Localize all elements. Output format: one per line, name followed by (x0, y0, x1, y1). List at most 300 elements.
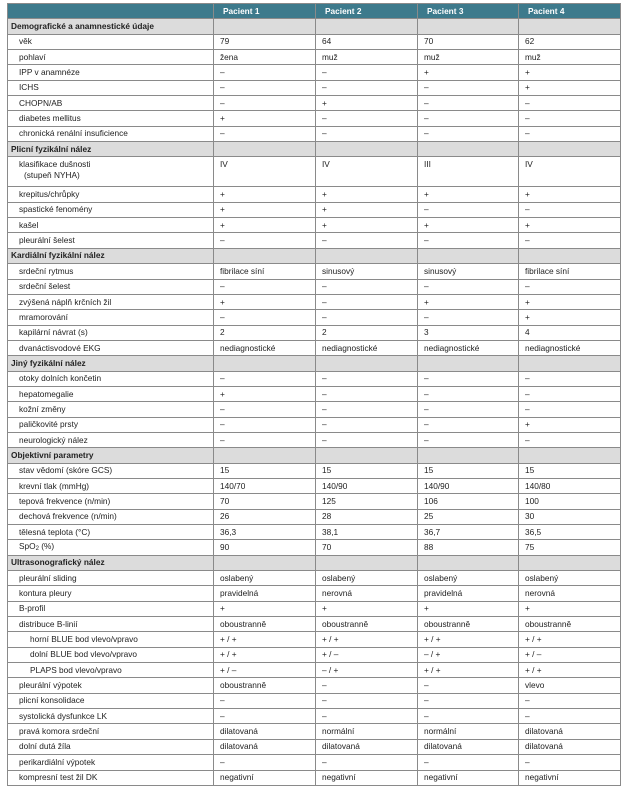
cell-patient-4: vlevo (519, 678, 621, 693)
section-header-row (8, 248, 621, 263)
cell-patient-4: + (519, 65, 621, 80)
cell-patient-3: 106 (418, 494, 519, 509)
cell-patient-1: dilatovaná (214, 724, 316, 739)
cell-patient-2: – (316, 709, 418, 724)
cell-patient-3: + (418, 294, 519, 309)
cell-patient-2: + (316, 96, 418, 111)
table-row (8, 509, 621, 524)
section-empty-cell (418, 555, 519, 570)
section-empty-cell (214, 555, 316, 570)
table-row (8, 340, 621, 355)
table-row (8, 157, 621, 187)
row-label-text: kapilární návrat (s) (19, 327, 88, 338)
row-label (8, 586, 214, 601)
table-row (8, 218, 621, 233)
cell-patient-4: + (519, 294, 621, 309)
cell-patient-2: oboustranně (316, 617, 418, 632)
cell-patient-1: 36,3 (214, 525, 316, 540)
table-row (8, 34, 621, 49)
table-body (8, 19, 621, 786)
row-label (8, 463, 214, 478)
cell-patient-4: – (519, 432, 621, 447)
row-label (8, 310, 214, 325)
cell-patient-2: – (316, 279, 418, 294)
table-row (8, 96, 621, 111)
cell-patient-4: + (519, 310, 621, 325)
cell-patient-3: oslabený (418, 571, 519, 586)
cell-patient-1: – (214, 417, 316, 432)
row-label (8, 325, 214, 340)
column-header-patient-2: Pacient 2 (316, 4, 418, 19)
row-label (8, 294, 214, 309)
row-label-text: srdeční rytmus (19, 265, 74, 276)
cell-patient-3: 36,7 (418, 525, 519, 540)
row-label-text: pravá komora srdeční (19, 726, 100, 737)
table-row (8, 233, 621, 248)
cell-patient-4: – (519, 202, 621, 217)
cell-patient-3: – (418, 432, 519, 447)
table-row (8, 402, 621, 417)
row-label (8, 478, 214, 493)
cell-patient-2: + (316, 187, 418, 202)
cell-patient-4: dilatovaná (519, 739, 621, 754)
cell-patient-1: + / + (214, 632, 316, 647)
cell-patient-2: + (316, 202, 418, 217)
cell-patient-2: – (316, 126, 418, 141)
cell-patient-2: + (316, 601, 418, 616)
cell-patient-3: – (418, 386, 519, 401)
section-empty-cell (214, 356, 316, 371)
row-label-text: krevní tlak (mmHg) (19, 480, 90, 491)
cell-patient-3: – (418, 402, 519, 417)
row-label-text: CHOPN/AB (19, 97, 63, 108)
cell-patient-4: nerovná (519, 586, 621, 601)
row-label (8, 571, 214, 586)
cell-patient-2: 64 (316, 34, 418, 49)
section-empty-cell (519, 555, 621, 570)
row-label-text: kontura pleury (19, 588, 72, 599)
row-label-text: spastické fenomény (19, 204, 93, 215)
row-label-text: krepitus/chrůpky (19, 189, 80, 200)
cell-patient-1: dilatovaná (214, 739, 316, 754)
cell-patient-2: – (316, 294, 418, 309)
table-row (8, 202, 621, 217)
cell-patient-1: + / – (214, 663, 316, 678)
cell-patient-2: – (316, 386, 418, 401)
cell-patient-3: – (418, 693, 519, 708)
section-empty-cell (214, 19, 316, 34)
section-title: Kardiální fyzikální nález (8, 248, 214, 263)
cell-patient-2: – (316, 65, 418, 80)
cell-patient-2: oslabený (316, 571, 418, 586)
cell-patient-3: – (418, 80, 519, 95)
column-header-patient-4: Pacient 4 (519, 4, 621, 19)
cell-patient-1: – (214, 371, 316, 386)
cell-patient-4: + / + (519, 632, 621, 647)
row-label (8, 111, 214, 126)
row-label-text: zvýšená náplň krčních žil (19, 296, 112, 307)
cell-patient-2: 125 (316, 494, 418, 509)
section-empty-cell (316, 555, 418, 570)
row-label (8, 34, 214, 49)
cell-patient-2: 70 (316, 540, 418, 555)
table-row (8, 386, 621, 401)
section-header-row (8, 555, 621, 570)
cell-patient-3: – (418, 371, 519, 386)
row-label (8, 157, 214, 187)
section-empty-cell (418, 248, 519, 263)
row-label-text: kašel (19, 219, 39, 230)
row-label-text: mramorování (19, 311, 68, 322)
section-empty-cell (316, 248, 418, 263)
cell-patient-4: dilatovaná (519, 724, 621, 739)
row-label (8, 663, 214, 678)
section-title: Ultrasonografický nález (8, 555, 214, 570)
cell-patient-4: – (519, 709, 621, 724)
row-label-text: pleurální sliding (19, 572, 77, 583)
cell-patient-2: + (316, 218, 418, 233)
cell-patient-1: – (214, 310, 316, 325)
table-row (8, 678, 621, 693)
section-header-row (8, 142, 621, 157)
cell-patient-1: 26 (214, 509, 316, 524)
cell-patient-2: – (316, 310, 418, 325)
cell-patient-4: 36,5 (519, 525, 621, 540)
row-label (8, 770, 214, 785)
cell-patient-4: – (519, 386, 621, 401)
table-row (8, 65, 621, 80)
cell-patient-4: + / – (519, 647, 621, 662)
table-header-row (8, 4, 621, 19)
cell-patient-4: 4 (519, 325, 621, 340)
row-label-text: plicní konsolidace (19, 695, 85, 706)
section-empty-cell (316, 356, 418, 371)
cell-patient-3: – (418, 279, 519, 294)
cell-patient-2: – (316, 417, 418, 432)
cell-patient-1: + (214, 294, 316, 309)
cell-patient-1: – (214, 96, 316, 111)
row-label (8, 509, 214, 524)
cell-patient-1: – (214, 65, 316, 80)
section-title: Plicní fyzikální nález (8, 142, 214, 157)
cell-patient-1: – (214, 402, 316, 417)
section-header-row (8, 19, 621, 34)
row-label-text: kožní změny (19, 403, 66, 414)
cell-patient-3: + (418, 218, 519, 233)
cell-patient-1: fibrilace síní (214, 264, 316, 279)
cell-patient-1: – (214, 126, 316, 141)
section-empty-cell (418, 448, 519, 463)
row-label (8, 279, 214, 294)
section-header-row (8, 448, 621, 463)
cell-patient-1: pravidelná (214, 586, 316, 601)
row-label-text: pleurální výpotek (19, 680, 82, 691)
cell-patient-3: + (418, 601, 519, 616)
cell-patient-3: + / + (418, 632, 519, 647)
cell-patient-2: 28 (316, 509, 418, 524)
cell-patient-2: 2 (316, 325, 418, 340)
cell-patient-4: – (519, 755, 621, 770)
section-empty-cell (316, 142, 418, 157)
cell-patient-4: – (519, 402, 621, 417)
cell-patient-1: 15 (214, 463, 316, 478)
row-label-text: diabetes mellitus (19, 113, 81, 124)
table-row (8, 755, 621, 770)
cell-patient-2: – (316, 111, 418, 126)
section-title: Jiný fyzikální nález (8, 356, 214, 371)
cell-patient-4: 100 (519, 494, 621, 509)
table-row (8, 279, 621, 294)
cell-patient-1: + (214, 218, 316, 233)
row-label (8, 340, 214, 355)
cell-patient-2: 15 (316, 463, 418, 478)
cell-patient-3: – (418, 417, 519, 432)
row-label (8, 739, 214, 754)
cell-patient-1: + (214, 386, 316, 401)
row-label (8, 693, 214, 708)
table-row (8, 663, 621, 678)
section-empty-cell (519, 448, 621, 463)
cell-patient-3: 140/90 (418, 478, 519, 493)
row-label-text: horní BLUE bod vlevo/vpravo (30, 634, 138, 645)
cell-patient-4: – (519, 693, 621, 708)
table-row (8, 632, 621, 647)
row-label-text: dolní BLUE bod vlevo/vpravo (30, 649, 138, 660)
row-label (8, 647, 214, 662)
row-label-text: perikardiální výpotek (19, 756, 96, 767)
table-row (8, 586, 621, 601)
table-row (8, 432, 621, 447)
cell-patient-3: 70 (418, 34, 519, 49)
cell-patient-2: nerovná (316, 586, 418, 601)
column-header-patient-3: Pacient 3 (418, 4, 519, 19)
table-row (8, 187, 621, 202)
cell-patient-2: – / + (316, 663, 418, 678)
cell-patient-1: – (214, 755, 316, 770)
cell-patient-1: 79 (214, 34, 316, 49)
row-label-text: kompresní test žil DK (19, 772, 98, 783)
cell-patient-2: – (316, 755, 418, 770)
table-row (8, 617, 621, 632)
table-row (8, 310, 621, 325)
cell-patient-1: 2 (214, 325, 316, 340)
cell-patient-1: – (214, 80, 316, 95)
row-label-text: SpO (19, 540, 36, 551)
cell-patient-4: 140/80 (519, 478, 621, 493)
cell-patient-4: 62 (519, 34, 621, 49)
cell-patient-4: + (519, 187, 621, 202)
table-row (8, 111, 621, 126)
cell-patient-1: oslabený (214, 571, 316, 586)
cell-patient-4: + (519, 80, 621, 95)
row-label-text: pohlaví (19, 51, 46, 62)
cell-patient-2: muž (316, 50, 418, 65)
row-label-text: klasifikace dušnosti (19, 159, 91, 170)
table-row (8, 478, 621, 493)
row-label-text: paličkovité prsty (19, 419, 79, 430)
section-empty-cell (214, 142, 316, 157)
cell-patient-3: – (418, 202, 519, 217)
cell-patient-1: – (214, 233, 316, 248)
cell-patient-4: – (519, 279, 621, 294)
section-empty-cell (519, 356, 621, 371)
row-label-text: ICHS (19, 82, 39, 93)
cell-patient-4: negativní (519, 770, 621, 785)
row-label-text: dolní dutá žíla (19, 741, 71, 752)
cell-patient-3: – (418, 233, 519, 248)
row-label (8, 187, 214, 202)
row-label-subscript: 2 (35, 545, 39, 552)
cell-patient-1: oboustranně (214, 678, 316, 693)
row-label (8, 65, 214, 80)
cell-patient-2: 140/90 (316, 478, 418, 493)
cell-patient-2: dilatovaná (316, 739, 418, 754)
section-empty-cell (214, 248, 316, 263)
cell-patient-3: + / + (418, 663, 519, 678)
cell-patient-3: oboustranně (418, 617, 519, 632)
cell-patient-4: IV (519, 157, 621, 187)
cell-patient-2: normální (316, 724, 418, 739)
row-label (8, 724, 214, 739)
cell-patient-3: 25 (418, 509, 519, 524)
cell-patient-4: – (519, 233, 621, 248)
table-row (8, 126, 621, 141)
cell-patient-2: – (316, 80, 418, 95)
cell-patient-1: žena (214, 50, 316, 65)
cell-patient-3: – / + (418, 647, 519, 662)
row-label-text: stav vědomí (skóre GCS) (19, 465, 113, 476)
cell-patient-4: oslabený (519, 571, 621, 586)
cell-patient-2: + / + (316, 632, 418, 647)
patients-table (7, 3, 621, 786)
row-label (8, 525, 214, 540)
row-label-second-line: (stupeň NYHA) (24, 170, 80, 181)
row-label-text: pleurální šelest (19, 235, 75, 246)
section-empty-cell (418, 356, 519, 371)
row-label (8, 601, 214, 616)
row-label (8, 709, 214, 724)
column-header-patient-1: Pacient 1 (214, 4, 316, 19)
cell-patient-1: oboustranně (214, 617, 316, 632)
cell-patient-1: 140/70 (214, 478, 316, 493)
header-corner-cell (8, 4, 214, 19)
cell-patient-3: + (418, 65, 519, 80)
cell-patient-3: 88 (418, 540, 519, 555)
section-empty-cell (214, 448, 316, 463)
section-empty-cell (316, 448, 418, 463)
cell-patient-1: + / + (214, 647, 316, 662)
cell-patient-1: IV (214, 157, 316, 187)
cell-patient-1: – (214, 279, 316, 294)
cell-patient-4: + (519, 601, 621, 616)
cell-patient-3: – (418, 126, 519, 141)
section-empty-cell (519, 142, 621, 157)
table-row (8, 294, 621, 309)
cell-patient-2: – (316, 432, 418, 447)
row-label (8, 126, 214, 141)
cell-patient-4: + (519, 417, 621, 432)
table-row (8, 571, 621, 586)
cell-patient-1: + (214, 187, 316, 202)
cell-patient-1: + (214, 601, 316, 616)
row-label-text: PLAPS bod vlevo/vpravo (30, 664, 122, 675)
cell-patient-4: fibrilace síní (519, 264, 621, 279)
cell-patient-2: nediagnostické (316, 340, 418, 355)
cell-patient-2: negativní (316, 770, 418, 785)
row-label-text: tělesná teplota (°C) (19, 526, 91, 537)
cell-patient-4: – (519, 96, 621, 111)
table-row (8, 693, 621, 708)
cell-patient-3: pravidelná (418, 586, 519, 601)
row-label (8, 202, 214, 217)
cell-patient-2: – (316, 371, 418, 386)
cell-patient-3: nediagnostické (418, 340, 519, 355)
cell-patient-1: + (214, 202, 316, 217)
table-row (8, 264, 621, 279)
cell-patient-2: 38,1 (316, 525, 418, 540)
section-empty-cell (418, 142, 519, 157)
section-empty-cell (316, 19, 418, 34)
cell-patient-3: muž (418, 50, 519, 65)
cell-patient-2: – (316, 693, 418, 708)
row-label (8, 233, 214, 248)
cell-patient-4: nediagnostické (519, 340, 621, 355)
row-label (8, 50, 214, 65)
cell-patient-4: – (519, 111, 621, 126)
table-row (8, 417, 621, 432)
cell-patient-3: III (418, 157, 519, 187)
cell-patient-1: 70 (214, 494, 316, 509)
cell-patient-3: – (418, 96, 519, 111)
cell-patient-4: 75 (519, 540, 621, 555)
cell-patient-3: sinusový (418, 264, 519, 279)
row-label-text: dvanáctisvodové EKG (19, 342, 101, 353)
cell-patient-1: – (214, 709, 316, 724)
cell-patient-1: nediagnostické (214, 340, 316, 355)
cell-patient-2: – (316, 402, 418, 417)
row-label (8, 96, 214, 111)
table-row (8, 770, 621, 785)
cell-patient-4: oboustranně (519, 617, 621, 632)
section-title: Demografické a anamnestické údaje (8, 19, 214, 34)
row-label (8, 632, 214, 647)
cell-patient-4: + / + (519, 663, 621, 678)
table-row (8, 371, 621, 386)
row-label-text: dechová frekvence (n/min) (19, 511, 117, 522)
table-row (8, 325, 621, 340)
section-header-row (8, 356, 621, 371)
cell-patient-3: – (418, 755, 519, 770)
cell-patient-3: – (418, 678, 519, 693)
cell-patient-2: – (316, 678, 418, 693)
row-label (8, 678, 214, 693)
table-row (8, 739, 621, 754)
row-label-text: systolická dysfunkce LK (19, 710, 108, 721)
row-label-text: neurologický nález (19, 434, 88, 445)
table-row (8, 494, 621, 509)
table-row (8, 647, 621, 662)
cell-patient-2: – (316, 233, 418, 248)
cell-patient-3: 3 (418, 325, 519, 340)
cell-patient-4: 15 (519, 463, 621, 478)
cell-patient-1: + (214, 111, 316, 126)
row-label-text: otoky dolních končetin (19, 373, 102, 384)
row-label (8, 494, 214, 509)
cell-patient-4: – (519, 126, 621, 141)
row-label (8, 617, 214, 632)
table-row (8, 50, 621, 65)
row-label-text: B-profil (19, 603, 46, 614)
